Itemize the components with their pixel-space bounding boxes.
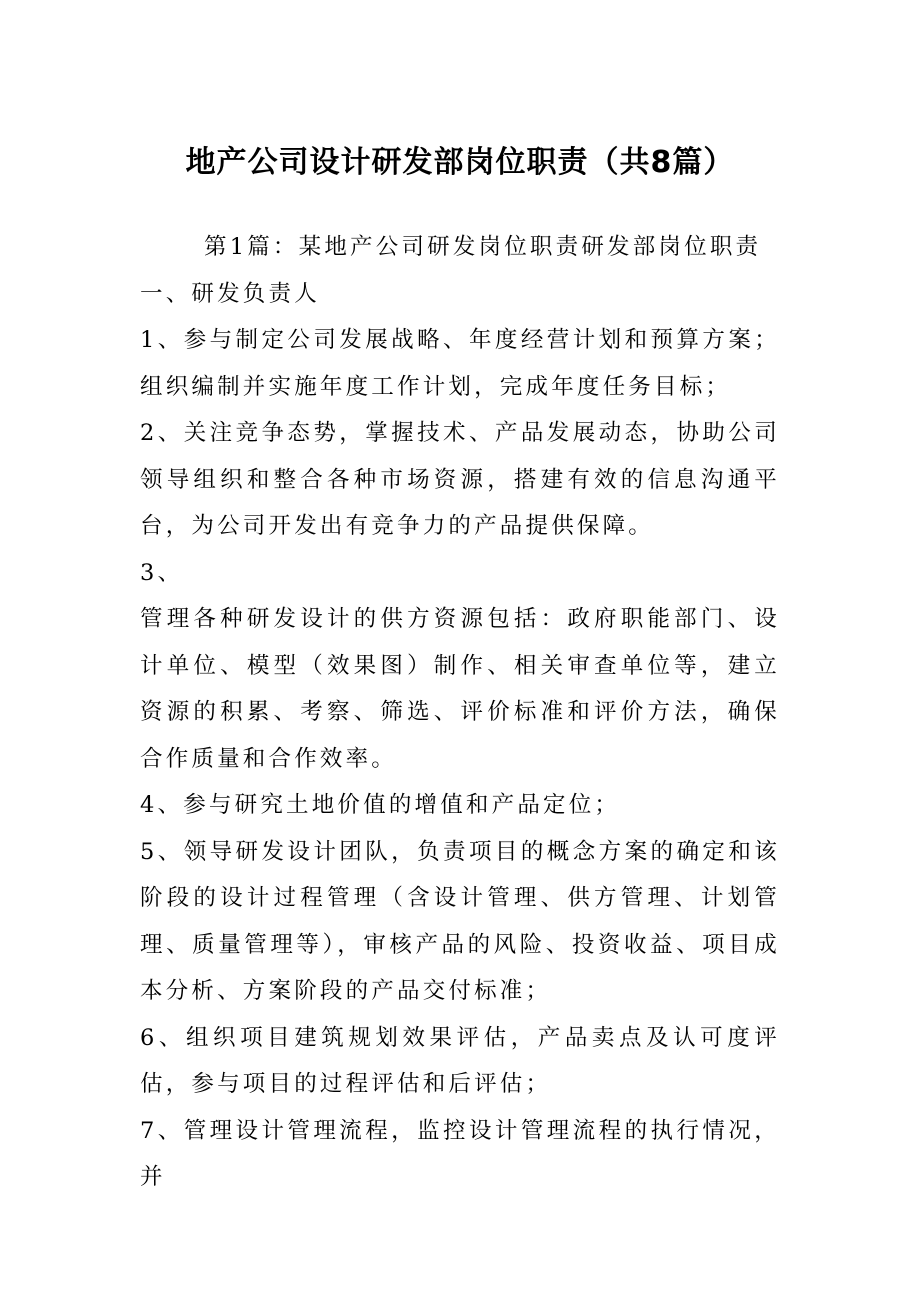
paragraph-9: 6、组织项目建筑规划效果评估，产品卖点及认可度评估，参与项目的过程评估和后评估； [140,1024,780,1097]
paragraph-5: 3、 [140,559,184,586]
document-title: 地产公司设计研发部岗位职责（共8篇） [185,145,735,180]
paragraph-2: 一、研发负责人 [140,280,320,307]
paragraph-7: 4、参与研究土地价值的增值和产品定位； [140,792,621,818]
paragraph-8: 5、领导研发设计团队，负责项目的概念方案的确定和该阶段的设计过程管理（含设计管理、供方管理、计划管理、质量管理等），审核产品的风险、投资收益、项目成本分析、方案阶段的产品交付标准； [140,838,780,1004]
paragraph-10: 7、管理设计管理流程，监控设计管理流程的执行情况，并 [140,1117,780,1190]
paragraph-1: 第1篇：某地产公司研发岗位职责研发部岗位职责 [204,234,762,260]
document-body [140,224,780,1201]
paragraph-4: 2、关注竞争态势，掌握技术、产品发展动态，协助公司领导组织和整合各种市场资源，搭建有效的信息沟通平台，为公司开发出有竞争力的产品提供保障。 [140,420,780,539]
paragraph-3: 1、参与制定公司发展战略、年度经营计划和预算方案；组织编制并实施年度工作计划，完成年度任务目标； [140,327,780,400]
paragraph-6: 管理各种研发设计的供方资源包括：政府职能部门、设计单位、模型（效果图）制作、相关审查单位等，建立资源的积累、考察、筛选、评价标准和评价方法，确保合作质量和合作效率。 [140,606,780,772]
